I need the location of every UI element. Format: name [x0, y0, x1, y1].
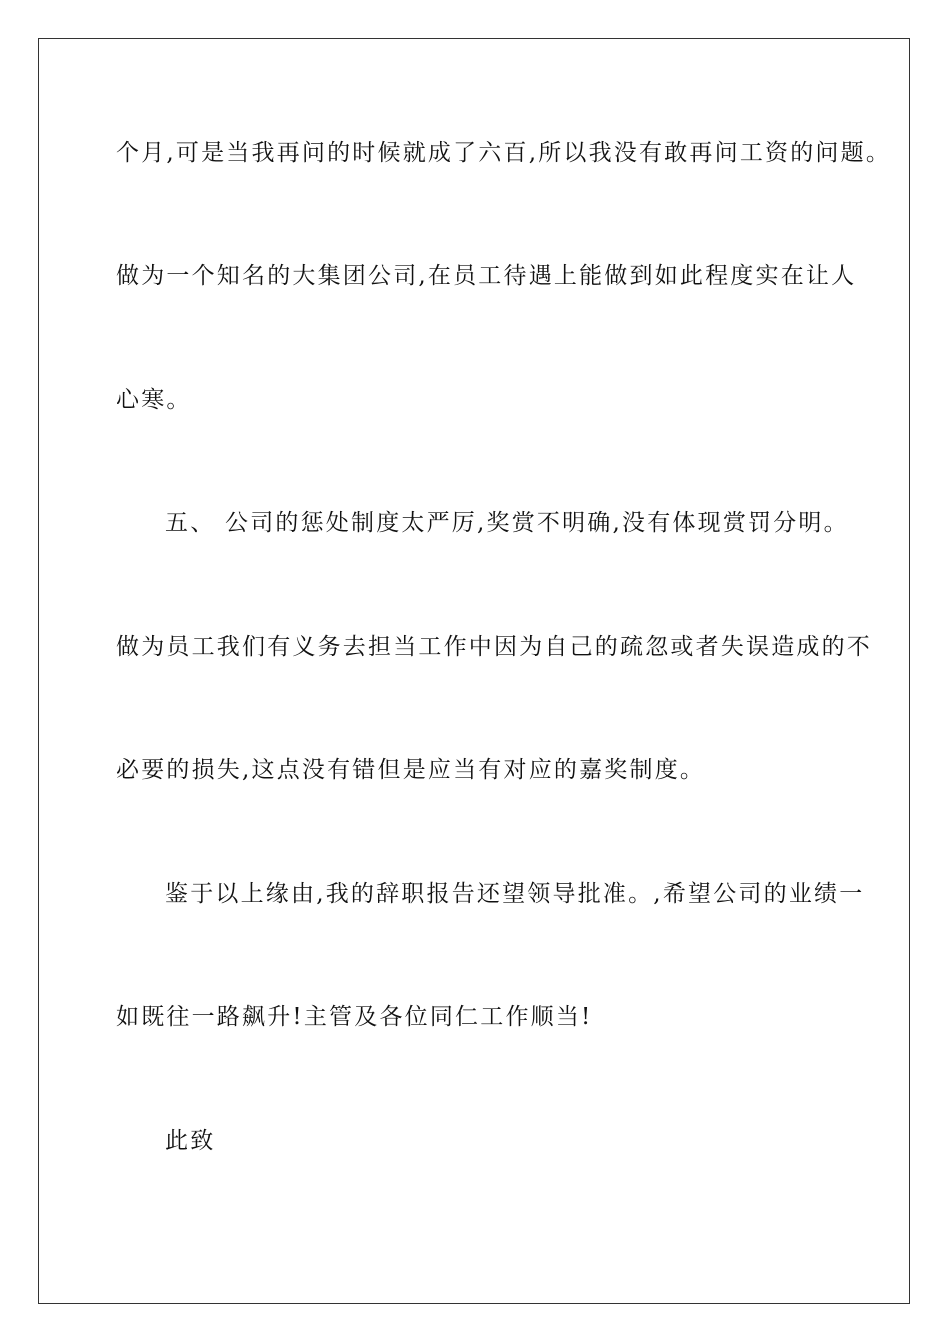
closing-salutation: 此致 — [165, 1128, 216, 1154]
section-number: 五、 — [165, 510, 216, 536]
paragraph-line: 如既往一路飙升!主管及各位同仁工作顺当! — [116, 1004, 593, 1030]
section-text: 公司的惩处制度太严厉,奖赏不明确,没有体现赏罚分明。 — [225, 510, 849, 536]
paragraph-line: 做为员工我们有义务去担当工作中因为自己的疏忽或者失误造成的不 — [116, 634, 872, 660]
paragraph-line: 做为一个知名的大集团公司,在员工待遇上能做到如此程度实在让人 — [116, 263, 857, 289]
page-border — [38, 38, 910, 1304]
section-five-heading — [165, 508, 895, 538]
paragraph-line: 个月,可是当我再问的时候就成了六百,所以我没有敢再问工资的问题。 — [116, 140, 892, 166]
paragraph-line: 鉴于以上缘由,我的辞职报告还望领导批准。,希望公司的业绩一 — [165, 881, 865, 907]
paragraph-line: 必要的损失,这点没有错但是应当有对应的嘉奖制度。 — [116, 757, 706, 783]
paragraph-line: 心寒。 — [116, 387, 192, 413]
